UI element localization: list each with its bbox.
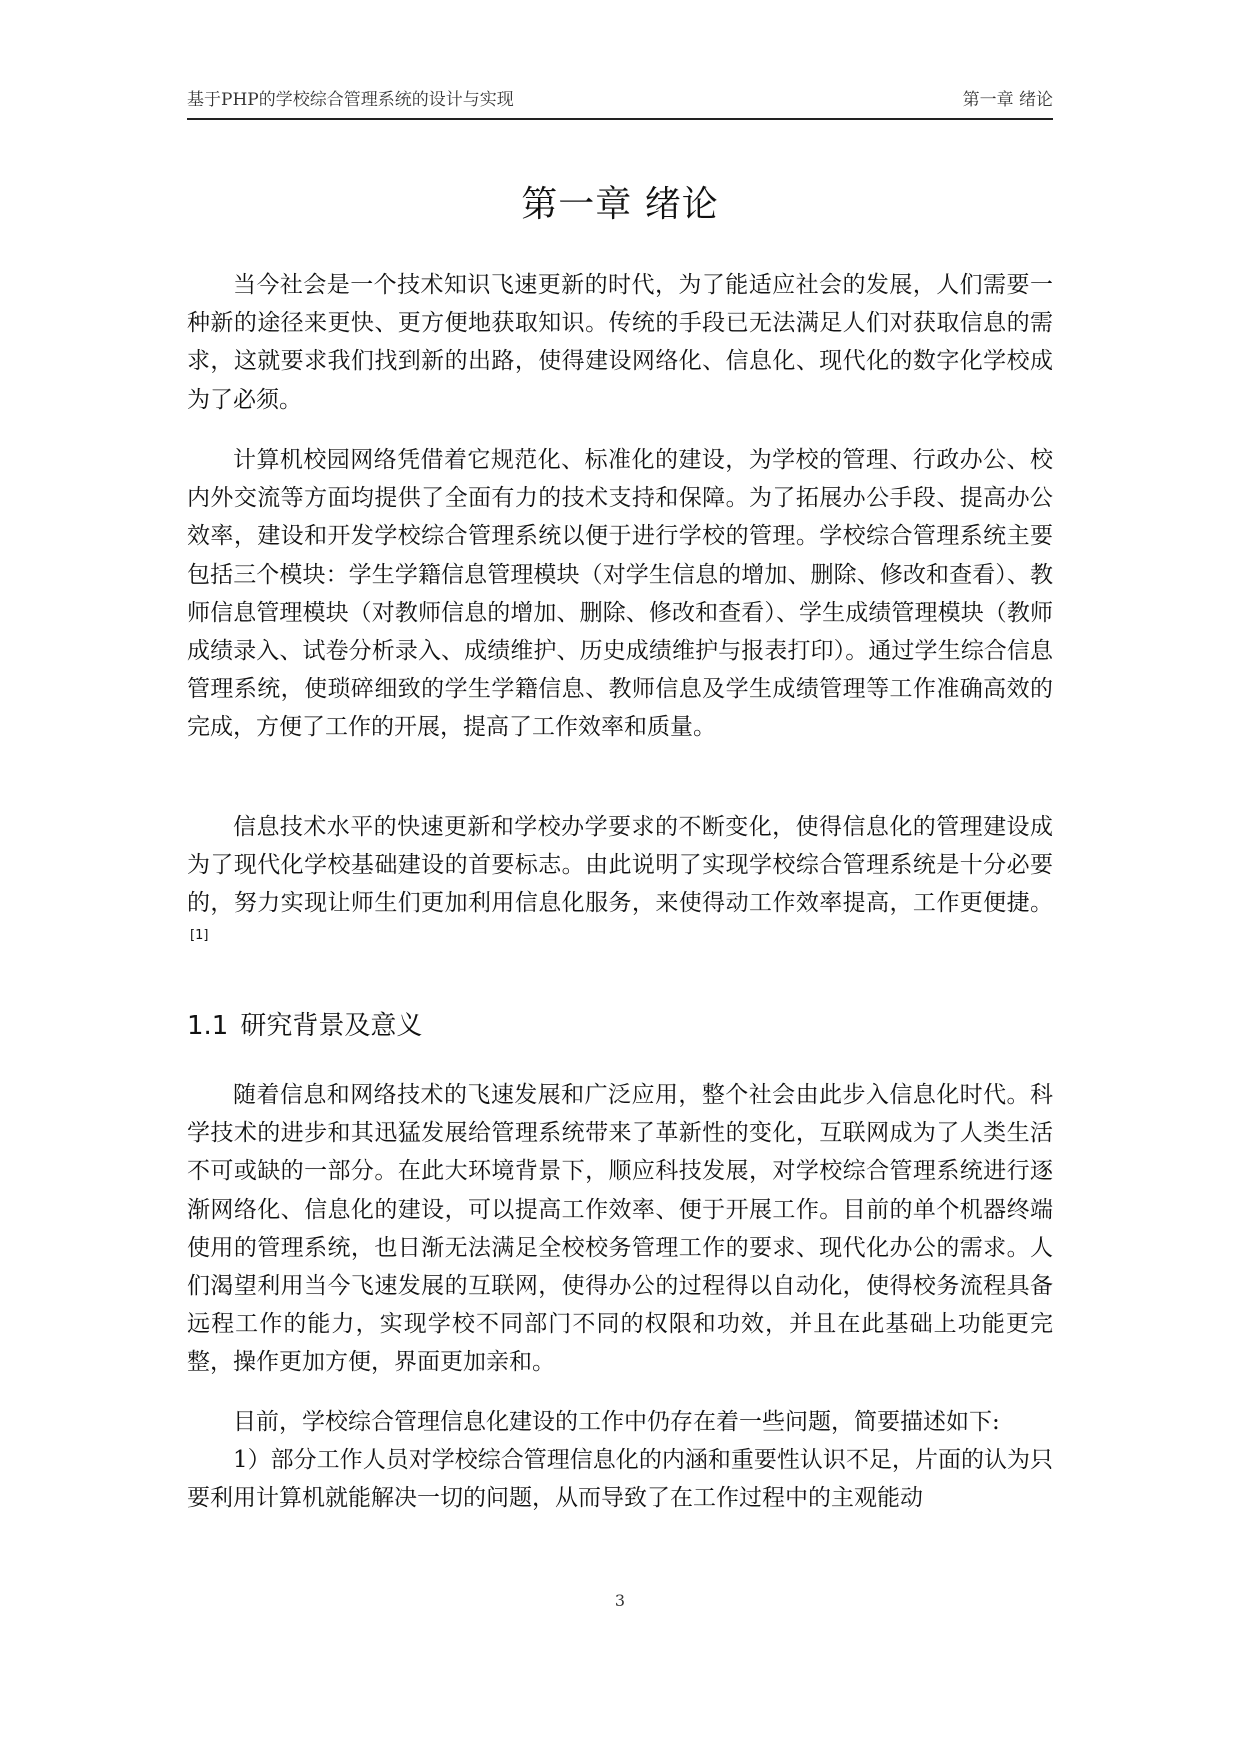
header-thesis-title: 基于PHP的学校综合管理系统的设计与实现 xyxy=(187,90,514,110)
running-header xyxy=(187,86,1053,120)
paragraph-background-1: 随着信息和网络技术的飞速发展和广泛应用，整个社会由此步入信息化时代。科学技术的进步和其迅猛发展给管理系统带来了革新性的变化，互联网成为了人类生活不可或缺的一部分。在此大环境背景下，顺应科技发展，对学校综合管理系统进行逐渐网络化、信息化的建设，可以提高工作效率、便于开展工作。目前的单个机器终端使用的管理系统，也日渐无法满足全校校务管理工作的要求、现代化办公的需求。人们渴望利用当今飞速发展的互联网，使得办公的过程得以自动化，使得校务流程具备远程工作的能力，实现学校不同部门不同的权限和功效，并且在此基础上功能更完整，操作更加方便，界面更加亲和。 xyxy=(187,1082,1053,1376)
paragraph-intro-3 xyxy=(187,808,1053,961)
paragraph-background-2: 目前，学校综合管理信息化建设的工作中仍存在着一些问题，简要描述如下: xyxy=(233,1409,1000,1435)
page-number: 3 xyxy=(614,1591,626,1610)
section-heading xyxy=(187,1008,422,1044)
paragraph-intro-3-text: 信息技术水平的快速更新和学校办学要求的不断变化，使得信息化的管理建设成为了现代化学校基础建设的首要标志。由此说明了实现学校综合管理系统是十分必要的，努力实现让师生们更加利用信息化服务，来使得动工作效率提高，工作更便捷。 xyxy=(187,814,1053,917)
citation-reference: [1] xyxy=(190,927,209,943)
paragraph-intro-1: 当今社会是一个技术知识飞速更新的时代，为了能适应社会的发展，人们需要一种新的途径来更快、更方便地获取知识。传统的手段已无法满足人们对获取信息的需求，这就要求我们找到新的出路，使得建设网络化、信息化、现代化的数字化学校成为了必须。 xyxy=(187,272,1053,413)
section-number: 1.1 xyxy=(187,1011,229,1041)
chapter-title: 第一章 绪论 xyxy=(521,184,719,225)
paragraph-issue-1: 1）部分工作人员对学校综合管理信息化的内涵和重要性认识不足，片面的认为只要利用计算机就能解决一切的问题，从而导致了在工作过程中的主观能动 xyxy=(187,1447,1053,1512)
paragraph-intro-2: 计算机校园网络凭借着它规范化、标准化的建设，为学校的管理、行政办公、校内外交流等方面均提供了全面有力的技术支持和保障。为了拓展办公手段、提高办公效率，建设和开发学校综合管理系统以便于进行学校的管理。学校综合管理系统主要包括三个模块：学生学籍信息管理模块（对学生信息的增加、删除、修改和查看）、教师信息管理模块（对教师信息的增加、删除、修改和查看）、学生成绩管理模块（教师成绩录入、试卷分析录入、成绩维护、历史成绩维护与报表打印）。通过学生综合信息管理系统，使琐碎细致的学生学籍信息、教师信息及学生成绩管理等工作准确高效的完成，方便了工作的开展，提高了工作效率和质量。 xyxy=(187,447,1053,741)
section-title: 研究背景及意义 xyxy=(240,1011,423,1041)
header-chapter-label: 第一章 绪论 xyxy=(962,90,1053,110)
